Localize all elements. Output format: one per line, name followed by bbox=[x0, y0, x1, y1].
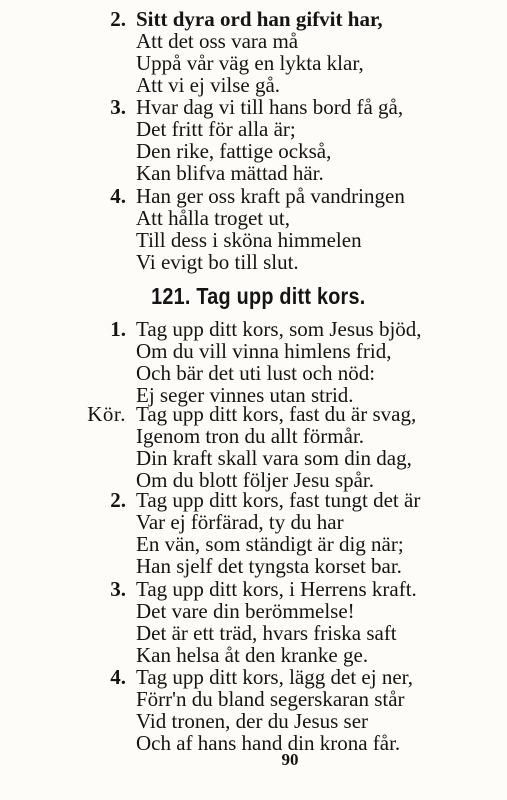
verse-line: Det fritt för alla är; bbox=[136, 117, 296, 141]
stanza-number: 3. bbox=[110, 95, 126, 119]
verse-line: Om du vill vinna himlens frid, bbox=[136, 339, 392, 363]
verse-line: Vid tronen, der du Jesus ser bbox=[136, 709, 369, 733]
stanza-lines bbox=[136, 489, 420, 577]
stanza-number: 2. bbox=[110, 7, 126, 31]
verse-line: Förr'n du bland segerskaran står bbox=[136, 687, 405, 711]
stanza-lines bbox=[136, 318, 422, 406]
verse-line: Uppå vår väg en lykta klar, bbox=[136, 51, 364, 75]
verse-line: Var ej förfärad, ty du har bbox=[136, 510, 344, 534]
verse-line: Vi evigt bo till slut. bbox=[136, 250, 299, 274]
verse-line: Kan blifva mättad här. bbox=[136, 161, 324, 185]
stanza-number: 3. bbox=[110, 577, 126, 601]
verse-line: Tag upp ditt kors, fast tungt det är bbox=[136, 488, 421, 512]
verse-line: Tag upp ditt kors, som Jesus bjöd, bbox=[136, 317, 422, 341]
verse-line: Och bär det uti lust och nöd: bbox=[136, 361, 376, 385]
verse-line: Till dess i sköna himmelen bbox=[136, 228, 362, 252]
page-number: 90 bbox=[281, 750, 299, 769]
stanza-number: 4. bbox=[110, 184, 126, 208]
verse-line: Tag upp ditt kors, i Herrens kraft. bbox=[136, 577, 417, 601]
stanza-lines bbox=[136, 96, 403, 184]
verse-line: Att vi ej vilse gå. bbox=[136, 73, 281, 97]
verse-line: En vän, som ständigt är dig när; bbox=[136, 532, 404, 556]
verse-line: Den rike, fattige också, bbox=[136, 139, 332, 163]
verse-line: Tag upp ditt kors, lägg det ej ner, bbox=[136, 665, 414, 689]
stanza-number: 4. bbox=[110, 665, 126, 689]
stanza-lines bbox=[136, 403, 416, 491]
verse-line: Kan helsa åt den kranke ge. bbox=[136, 643, 369, 667]
stanza-lines bbox=[136, 185, 405, 273]
stanza-lines bbox=[136, 666, 413, 754]
verse-line: Om du blott följer Jesu spår. bbox=[136, 468, 374, 492]
verse-line: Och af hans hand din krona får. bbox=[136, 731, 401, 755]
stanza-lines bbox=[136, 8, 383, 96]
stanza-number: 2. bbox=[110, 488, 126, 512]
verse-line: Han ger oss kraft på vandringen bbox=[136, 184, 405, 208]
verse-line: Det är ett träd, hvars friska saft bbox=[136, 621, 397, 645]
verse-line: Det vare din berömmelse! bbox=[136, 599, 355, 623]
hymn-title: 121. Tag upp ditt kors. bbox=[151, 283, 366, 309]
stanza-lines bbox=[136, 578, 417, 666]
verse-line: Att hålla troget ut, bbox=[136, 206, 290, 230]
verse-line: Igenom tron du allt förmår. bbox=[136, 424, 365, 448]
verse-line: Tag upp ditt kors, fast du är svag, bbox=[136, 402, 417, 426]
verse-line: Han sjelf det tyngsta korset bar. bbox=[136, 554, 402, 578]
stanza-number: 1. bbox=[110, 317, 126, 341]
chorus-label: Kör. bbox=[87, 402, 126, 426]
verse-line: Din kraft skall vara som din dag, bbox=[136, 446, 412, 470]
verse-line: Sitt dyra ord han gifvit har, bbox=[136, 7, 383, 31]
verse-line: Hvar dag vi till hans bord få gå, bbox=[136, 95, 404, 119]
verse-line: Ej seger vinnes utan strid. bbox=[136, 383, 354, 407]
verse-line: Att det oss vara må bbox=[136, 29, 299, 53]
